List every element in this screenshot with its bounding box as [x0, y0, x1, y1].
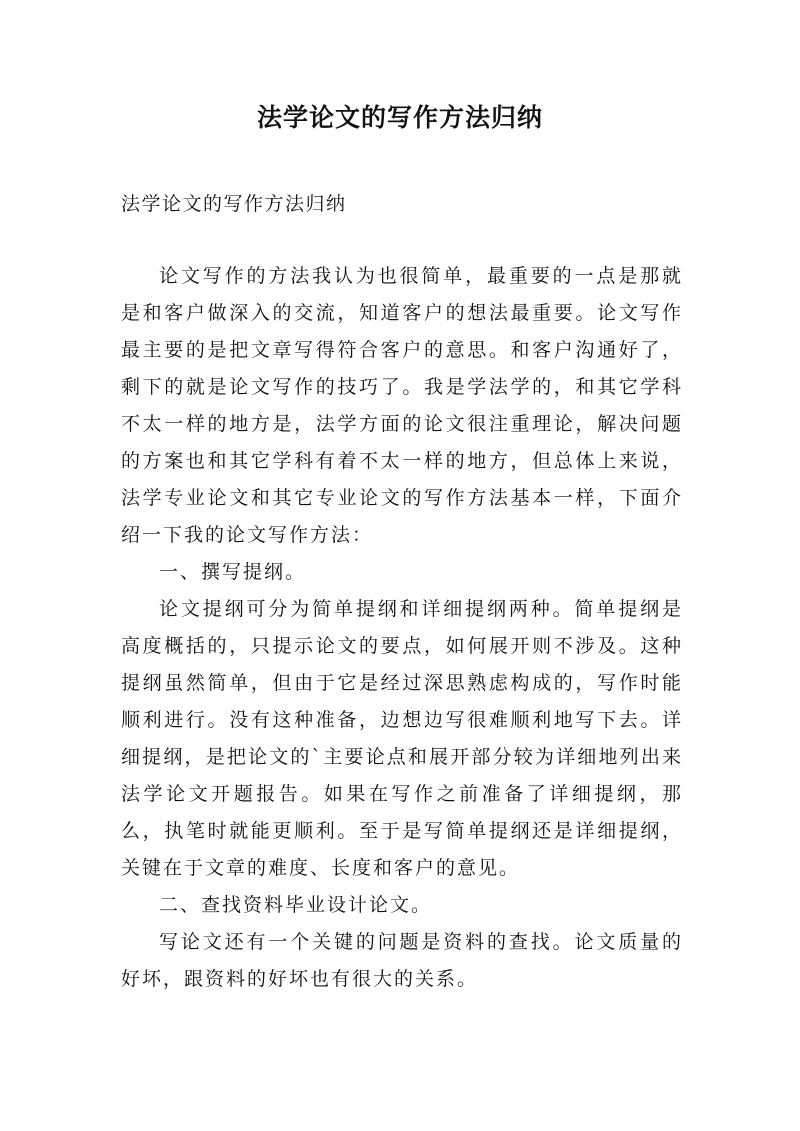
document-body: [121, 258, 683, 998]
paragraph-materials: 写论文还有一个关键的问题是资料的查找。论文质量的好坏，跟资料的好坏也有很大的关系。: [121, 931, 683, 990]
paragraph-outline: 论文提纲可分为简单提纲和详细提纲两种。简单提纲是高度概括的，只提示论文的要点，如何展开则不涉及。这种提纲虽然简单，但由于它是经过深思熟虑构成的，写作时能顺利进行。没有这种准备，边想边写很难顺利地写下去。详细提纲，是把论文的`主要论点和展开部分较为详细地列出来法学论文开题报告。如果在写作之前准备了详细提纲，那么，执笔时就能更顺利。至于是写简单提纲还是详细提纲，关键在于文章的难度、长度和客户的意见。: [121, 598, 683, 879]
document-subtitle: 法学论文的写作方法归纳: [121, 193, 347, 215]
paragraph-intro: 论文写作的方法我认为也很简单，最重要的一点是那就是和客户做深入的交流，知道客户的想法最重要。论文写作最主要的是把文章写得符合客户的意思。和客户沟通好了，剩下的就是论文写作的技巧了。我是学法学的，和其它学科不太一样的地方是，法学方面的论文很注重理论，解决问题的方案也和其它学科有着不太一样的地方，但总体上来说，法学专业论文和其它专业论文的写作方法基本一样，下面介绍一下我的论文写作方法：: [121, 265, 683, 546]
section-heading-outline: 一、撰写提纲。: [159, 561, 307, 583]
document-title: 法学论文的写作方法归纳: [256, 103, 543, 132]
section-heading-materials: 二、查找资料毕业设计论文。: [159, 894, 433, 916]
